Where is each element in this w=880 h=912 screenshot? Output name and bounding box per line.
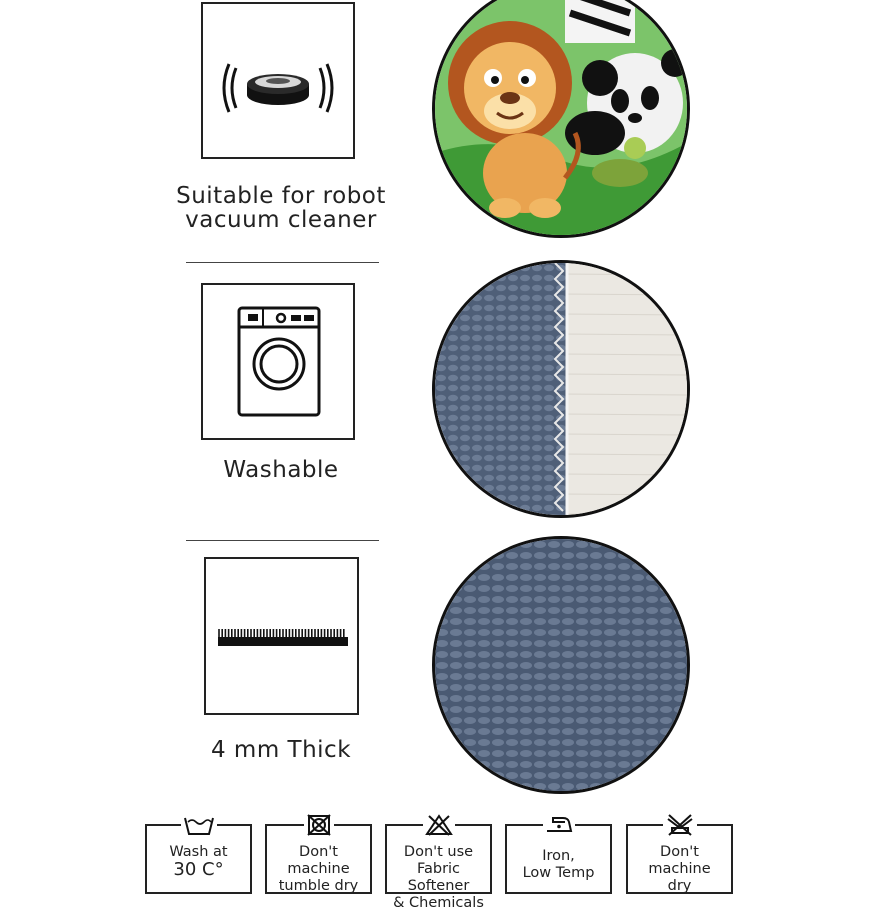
care-line: & Chemicals — [393, 895, 484, 911]
care-line: Don't — [299, 844, 338, 860]
care-no-bleach — [385, 824, 492, 911]
no-bleach-icon — [423, 814, 455, 836]
robot-vacuum-box — [201, 2, 355, 159]
care-line: Low Temp — [522, 865, 595, 881]
divider — [186, 262, 379, 263]
thickness-icon — [206, 559, 357, 713]
iron-low-icon — [543, 814, 575, 834]
care-no-tumble-dry — [265, 824, 372, 894]
care-no-dry-clean — [626, 824, 733, 894]
care-line: Fabric Softener — [407, 861, 470, 894]
care-line: 30 C° — [173, 859, 224, 880]
care-line: tumble dry — [278, 878, 359, 894]
care-line: Don't — [660, 844, 699, 860]
care-line: machine — [648, 861, 711, 877]
care-line: machine — [287, 861, 350, 877]
cartoon-animals-photo — [432, 0, 690, 238]
rug-texture-photo — [432, 536, 690, 794]
washing-machine-icon — [203, 285, 353, 438]
thickness-label: 4 mm Thick — [210, 737, 352, 763]
robot-vacuum-label: Suitable for robot vacuum cleaner — [176, 183, 386, 233]
washable-box — [201, 283, 355, 440]
thickness-box — [204, 557, 359, 715]
care-line: Wash at — [169, 844, 228, 860]
care-line: Don't use — [403, 844, 474, 860]
no-tumble-dry-icon — [304, 814, 334, 836]
care-wash-30 — [145, 824, 252, 894]
robot-vacuum-icon — [203, 4, 353, 157]
washable-label: Washable — [223, 457, 339, 483]
wash-30-icon — [181, 814, 217, 836]
no-dry-clean-icon — [663, 814, 697, 836]
care-line: dry — [667, 878, 692, 894]
divider — [186, 540, 379, 541]
rug-edge-photo — [432, 260, 690, 518]
care-line: Iron, — [542, 848, 575, 864]
care-iron-low — [505, 824, 612, 894]
